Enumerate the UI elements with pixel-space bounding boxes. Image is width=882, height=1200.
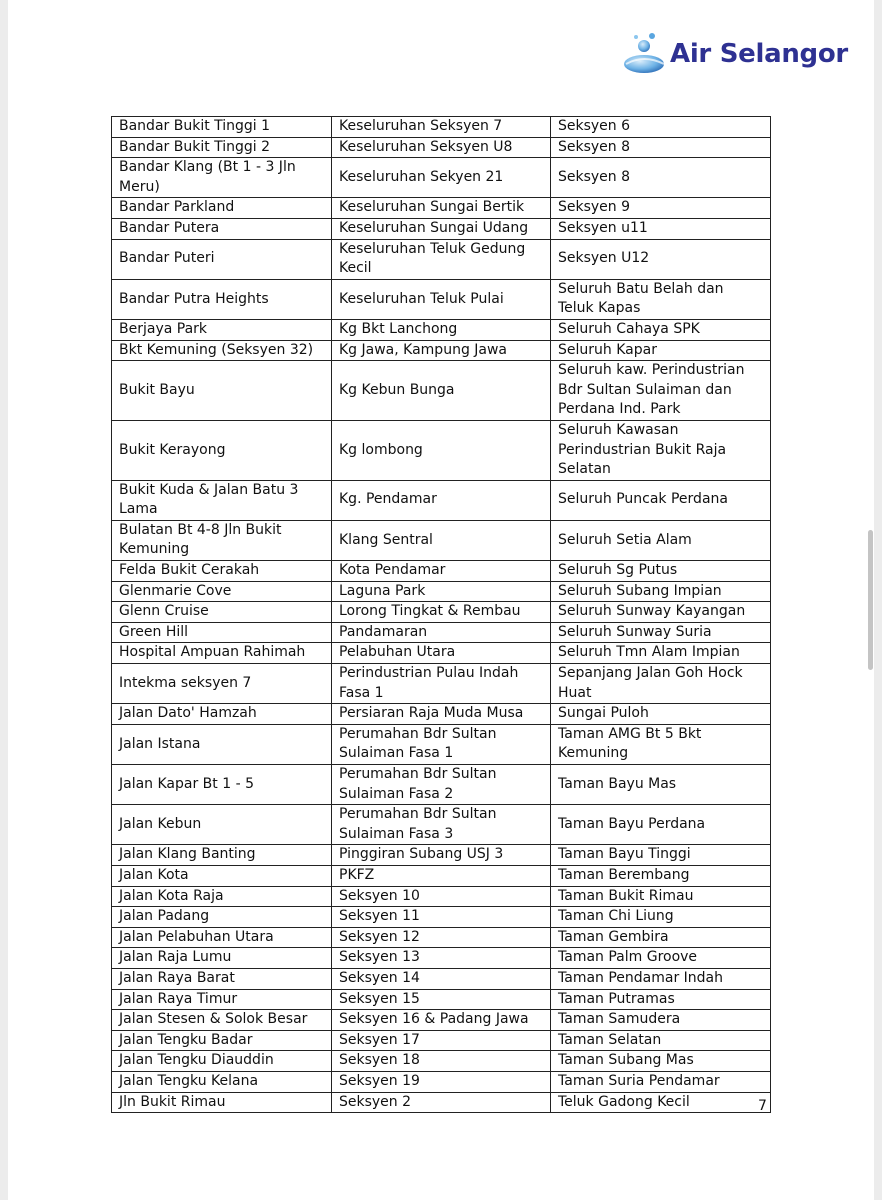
table-row [112,1071,771,1092]
table-cell: Jalan Padang [112,907,332,928]
table-row [112,865,771,886]
table-cell: Kota Pendamar [332,561,551,582]
table-cell: Seluruh Setia Alam [551,520,771,560]
table-cell: Jalan Kota Raja [112,886,332,907]
table-cell: Seksyen 13 [332,948,551,969]
table-cell: Seluruh Subang Impian [551,581,771,602]
table-row [112,1010,771,1031]
table-row [112,948,771,969]
scrollbar[interactable] [868,530,873,670]
table-cell: Seksyen u11 [551,218,771,239]
table-row [112,239,771,279]
table-cell: Glenmarie Cove [112,581,332,602]
table-cell: Jalan Tengku Kelana [112,1071,332,1092]
table-row [112,622,771,643]
table-cell: Taman Bayu Perdana [551,805,771,845]
table-cell: Kg Kebun Bunga [332,361,551,421]
table-cell: Bandar Parkland [112,198,332,219]
table-cell: Seksyen 15 [332,989,551,1010]
table-cell: Jln Bukit Rimau [112,1092,332,1113]
table-cell: Jalan Istana [112,724,332,764]
table-cell: Taman Pendamar Indah [551,968,771,989]
table-row [112,845,771,866]
table-cell: Taman Subang Mas [551,1051,771,1072]
table-cell: Klang Sentral [332,520,551,560]
table-cell: Perumahan Bdr Sultan Sulaiman Fasa 3 [332,805,551,845]
table-cell: Taman Samudera [551,1010,771,1031]
table-cell: Lorong Tingkat & Rembau [332,602,551,623]
table-cell: PKFZ [332,865,551,886]
table-cell: Bkt Kemuning (Seksyen 32) [112,340,332,361]
table-cell: Jalan Dato' Hamzah [112,704,332,725]
table-cell: Jalan Raya Timur [112,989,332,1010]
table-row [112,989,771,1010]
page-number: 7 [758,1098,767,1114]
table-cell: Persiaran Raja Muda Musa [332,704,551,725]
table-row [112,158,771,198]
table-row [112,805,771,845]
table-row [112,561,771,582]
table-cell: Seksyen 9 [551,198,771,219]
table-cell: Teluk Gadong Kecil [551,1092,771,1113]
table-cell: Bukit Kerayong [112,420,332,480]
table-cell: Seksyen 8 [551,158,771,198]
table-cell: Jalan Stesen & Solok Besar [112,1010,332,1031]
table-cell: Seluruh Kawasan Perindustrian Bukit Raja Selatan [551,420,771,480]
table-cell: Green Hill [112,622,332,643]
table-cell: Taman Selatan [551,1030,771,1051]
table-cell: Seksyen 2 [332,1092,551,1113]
table-cell: Bandar Putra Heights [112,279,332,319]
table-row [112,117,771,138]
table-cell: Kg. Pendamar [332,480,551,520]
table-cell: Sepanjang Jalan Goh Hock Huat [551,664,771,704]
table-cell: Seluruh Sg Putus [551,561,771,582]
table-cell: Seksyen 8 [551,137,771,158]
table-row [112,319,771,340]
table-cell: Seluruh Kapar [551,340,771,361]
table-cell: Taman Bayu Tinggi [551,845,771,866]
table-cell: Seksyen 17 [332,1030,551,1051]
table-row [112,218,771,239]
table-row [112,361,771,421]
table-cell: Taman AMG Bt 5 Bkt Kemuning [551,724,771,764]
table-cell: Pandamaran [332,622,551,643]
table-cell: Seluruh Tmn Alam Impian [551,643,771,664]
table-cell: Jalan Kota [112,865,332,886]
table-cell: Taman Bayu Mas [551,765,771,805]
table-row [112,279,771,319]
table-cell: Pelabuhan Utara [332,643,551,664]
table-row [112,907,771,928]
water-drop-logo-icon [622,28,670,76]
table-cell: Berjaya Park [112,319,332,340]
table-cell: Jalan Raya Barat [112,968,332,989]
air-selangor-logo [622,28,848,78]
table-cell: Taman Berembang [551,865,771,886]
table-row [112,520,771,560]
logo-text: Air Selangor [670,39,848,69]
table-cell: Jalan Pelabuhan Utara [112,927,332,948]
table-row [112,1092,771,1113]
table-row [112,927,771,948]
table-row [112,643,771,664]
table-cell: Perindustrian Pulau Indah Fasa 1 [332,664,551,704]
table-cell: Bukit Kuda & Jalan Batu 3 Lama [112,480,332,520]
table-cell: Keseluruhan Sekyen 21 [332,158,551,198]
table-cell: Seluruh Cahaya SPK [551,319,771,340]
table-cell: Seluruh kaw. Perindustrian Bdr Sultan Sulaiman dan Perdana Ind. Park [551,361,771,421]
table-row [112,704,771,725]
table-cell: Jalan Klang Banting [112,845,332,866]
table-cell: Bandar Klang (Bt 1 - 3 Jln Meru) [112,158,332,198]
table-row [112,340,771,361]
table-cell: Pinggiran Subang USJ 3 [332,845,551,866]
table-cell: Seksyen 18 [332,1051,551,1072]
table-row [112,724,771,764]
table-cell: Taman Gembira [551,927,771,948]
table-row [112,581,771,602]
table-row [112,968,771,989]
table-cell: Sungai Puloh [551,704,771,725]
table-cell: Seluruh Sunway Kayangan [551,602,771,623]
table-row [112,137,771,158]
table-cell: Bulatan Bt 4-8 Jln Bukit Kemuning [112,520,332,560]
table-cell: Hospital Ampuan Rahimah [112,643,332,664]
table-cell: Felda Bukit Cerakah [112,561,332,582]
table-cell: Intekma seksyen 7 [112,664,332,704]
table-cell: Seksyen 14 [332,968,551,989]
table-cell: Bandar Putera [112,218,332,239]
table-cell: Seluruh Sunway Suria [551,622,771,643]
table-row [112,198,771,219]
table-cell: Keseluruhan Seksyen U8 [332,137,551,158]
table-row [112,1051,771,1072]
table-cell: Seksyen 16 & Padang Jawa [332,1010,551,1031]
table-cell: Seksyen 12 [332,927,551,948]
table-cell: Kg lombong [332,420,551,480]
table-cell: Keseluruhan Seksyen 7 [332,117,551,138]
table-row [112,664,771,704]
table-row [112,602,771,623]
table-row [112,480,771,520]
table-cell: Bandar Bukit Tinggi 2 [112,137,332,158]
table-cell: Jalan Tengku Badar [112,1030,332,1051]
table-cell: Taman Palm Groove [551,948,771,969]
table-cell: Laguna Park [332,581,551,602]
table-cell: Keseluruhan Teluk Gedung Kecil [332,239,551,279]
table-cell: Kg Jawa, Kampung Jawa [332,340,551,361]
table-cell: Perumahan Bdr Sultan Sulaiman Fasa 2 [332,765,551,805]
table-cell: Keseluruhan Teluk Pulai [332,279,551,319]
table-cell: Perumahan Bdr Sultan Sulaiman Fasa 1 [332,724,551,764]
table-cell: Seksyen 11 [332,907,551,928]
table-cell: Kg Bkt Lanchong [332,319,551,340]
table-cell: Taman Putramas [551,989,771,1010]
table-cell: Taman Suria Pendamar [551,1071,771,1092]
table-cell: Taman Bukit Rimau [551,886,771,907]
locations-table-body [112,117,771,1113]
table-cell: Taman Chi Liung [551,907,771,928]
table-cell: Bukit Bayu [112,361,332,421]
table-cell: Seluruh Puncak Perdana [551,480,771,520]
table-cell: Jalan Kebun [112,805,332,845]
locations-table [111,116,771,1113]
table-row [112,420,771,480]
table-cell: Bandar Puteri [112,239,332,279]
table-cell: Seksyen 19 [332,1071,551,1092]
table-cell: Seksyen 6 [551,117,771,138]
table-cell: Jalan Kapar Bt 1 - 5 [112,765,332,805]
table-row [112,1030,771,1051]
table-cell: Keseluruhan Sungai Bertik [332,198,551,219]
table-cell: Seksyen 10 [332,886,551,907]
table-cell: Seksyen U12 [551,239,771,279]
table-row [112,886,771,907]
table-cell: Keseluruhan Sungai Udang [332,218,551,239]
table-cell: Bandar Bukit Tinggi 1 [112,117,332,138]
table-cell: Glenn Cruise [112,602,332,623]
table-cell: Jalan Tengku Diauddin [112,1051,332,1072]
table-cell: Jalan Raja Lumu [112,948,332,969]
table-row [112,765,771,805]
table-cell: Seluruh Batu Belah dan Teluk Kapas [551,279,771,319]
